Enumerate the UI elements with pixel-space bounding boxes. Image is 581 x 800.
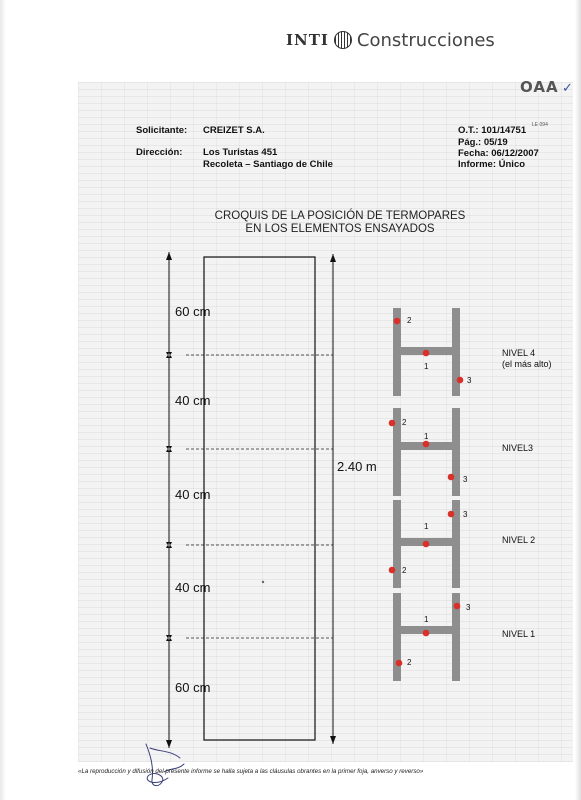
oaa-logo: OAA (520, 78, 559, 96)
direccion-label: Dirección: (136, 147, 183, 158)
solicitante-value: CREIZET S.A. (203, 125, 265, 136)
total-height-label: 2.40 m (337, 459, 377, 474)
thermocouple-number: 1 (424, 432, 429, 441)
footer-disclaimer: «La reproducción y difusión del presente informe se halla sujeta a las cláusulas obrantes en la primer foja, anverso y reverso» (78, 768, 424, 775)
thermocouple-number: 3 (463, 475, 468, 484)
thermocouple-number: 2 (407, 316, 412, 325)
thermocouple-dot (448, 474, 455, 481)
arrow-up-icon (166, 252, 172, 260)
right-dimension (330, 254, 336, 744)
report-type: Informe: Único (458, 159, 526, 170)
thermocouple-dot (454, 603, 461, 610)
thermocouple-dot (423, 441, 430, 448)
level-label: NIVEL3 (502, 443, 534, 453)
thermocouple-number: 2 (402, 566, 407, 575)
dimension-segment-label: 40 cm (175, 580, 211, 595)
inti-org-name: INTI (286, 31, 329, 49)
handwritten-signature (140, 742, 200, 792)
thermocouple-number: 2 (407, 658, 412, 667)
ot-number: O.T.: 101/14751 (458, 125, 527, 136)
thermocouple-dot (423, 541, 430, 548)
thermocouple-number: 1 (424, 362, 429, 371)
thermocouple-dot (389, 567, 396, 574)
level-profile-1 (393, 593, 535, 681)
arrow-down-icon (330, 736, 336, 744)
inti-division-name: Construcciones (356, 29, 495, 51)
dimension-labels (175, 304, 377, 695)
thermocouple-dot (396, 660, 403, 667)
level-profile-3 (389, 408, 533, 496)
thermocouple-dot (423, 350, 430, 357)
dimension-segment-label: 40 cm (175, 393, 211, 408)
thermocouple-dot (448, 511, 455, 518)
direccion-line1: Los Turistas 451 (203, 147, 278, 158)
title-line2: EN LOS ELEMENTOS ENSAYADOS (245, 223, 435, 235)
thermocouple-dot (394, 318, 401, 325)
thermocouple-number: 3 (463, 510, 468, 519)
thermocouple-number: 3 (466, 603, 471, 612)
profile-left-flange (393, 593, 401, 681)
dimension-segment-label: 60 cm (175, 680, 211, 695)
level-profile-2 (389, 500, 535, 588)
dimension-segment-label: 40 cm (175, 487, 211, 502)
thermocouple-number: 3 (467, 376, 472, 385)
direccion-line2: Recoleta – Santiago de Chile (203, 159, 333, 170)
thermocouple-number: 1 (424, 615, 429, 624)
page-number: Pág.: 05/19 (458, 137, 508, 148)
title-line1: CROQUIS DE LA POSICIÓN DE TERMOPARES (214, 210, 466, 222)
left-dimension (166, 252, 172, 748)
level-label: NIVEL 4 (502, 348, 536, 358)
solicitante-label: Solicitante: (136, 125, 188, 136)
accreditation-number: LE 094 (532, 122, 548, 128)
level-profile-4 (393, 308, 552, 396)
report-date: Fecha: 06/12/2007 (458, 148, 539, 159)
arrow-up-icon (330, 254, 336, 262)
profile-right-flange (452, 408, 460, 496)
check-mark-icon: ✓ (562, 80, 573, 95)
level-label: NIVEL 2 (502, 535, 536, 545)
level-label: NIVEL 1 (502, 629, 536, 639)
thermocouple-number: 1 (424, 522, 429, 531)
level-sublabel: (el más alto) (502, 359, 552, 369)
thermocouple-dot (389, 420, 396, 427)
thermocouple-dot (423, 630, 430, 637)
scan-speck (262, 581, 264, 583)
dimension-segment-label: 60 cm (175, 304, 211, 319)
thermocouple-number: 2 (402, 418, 407, 427)
thermocouple-dot (457, 377, 464, 384)
level-profiles (389, 308, 552, 681)
specimen-outline (204, 257, 315, 740)
